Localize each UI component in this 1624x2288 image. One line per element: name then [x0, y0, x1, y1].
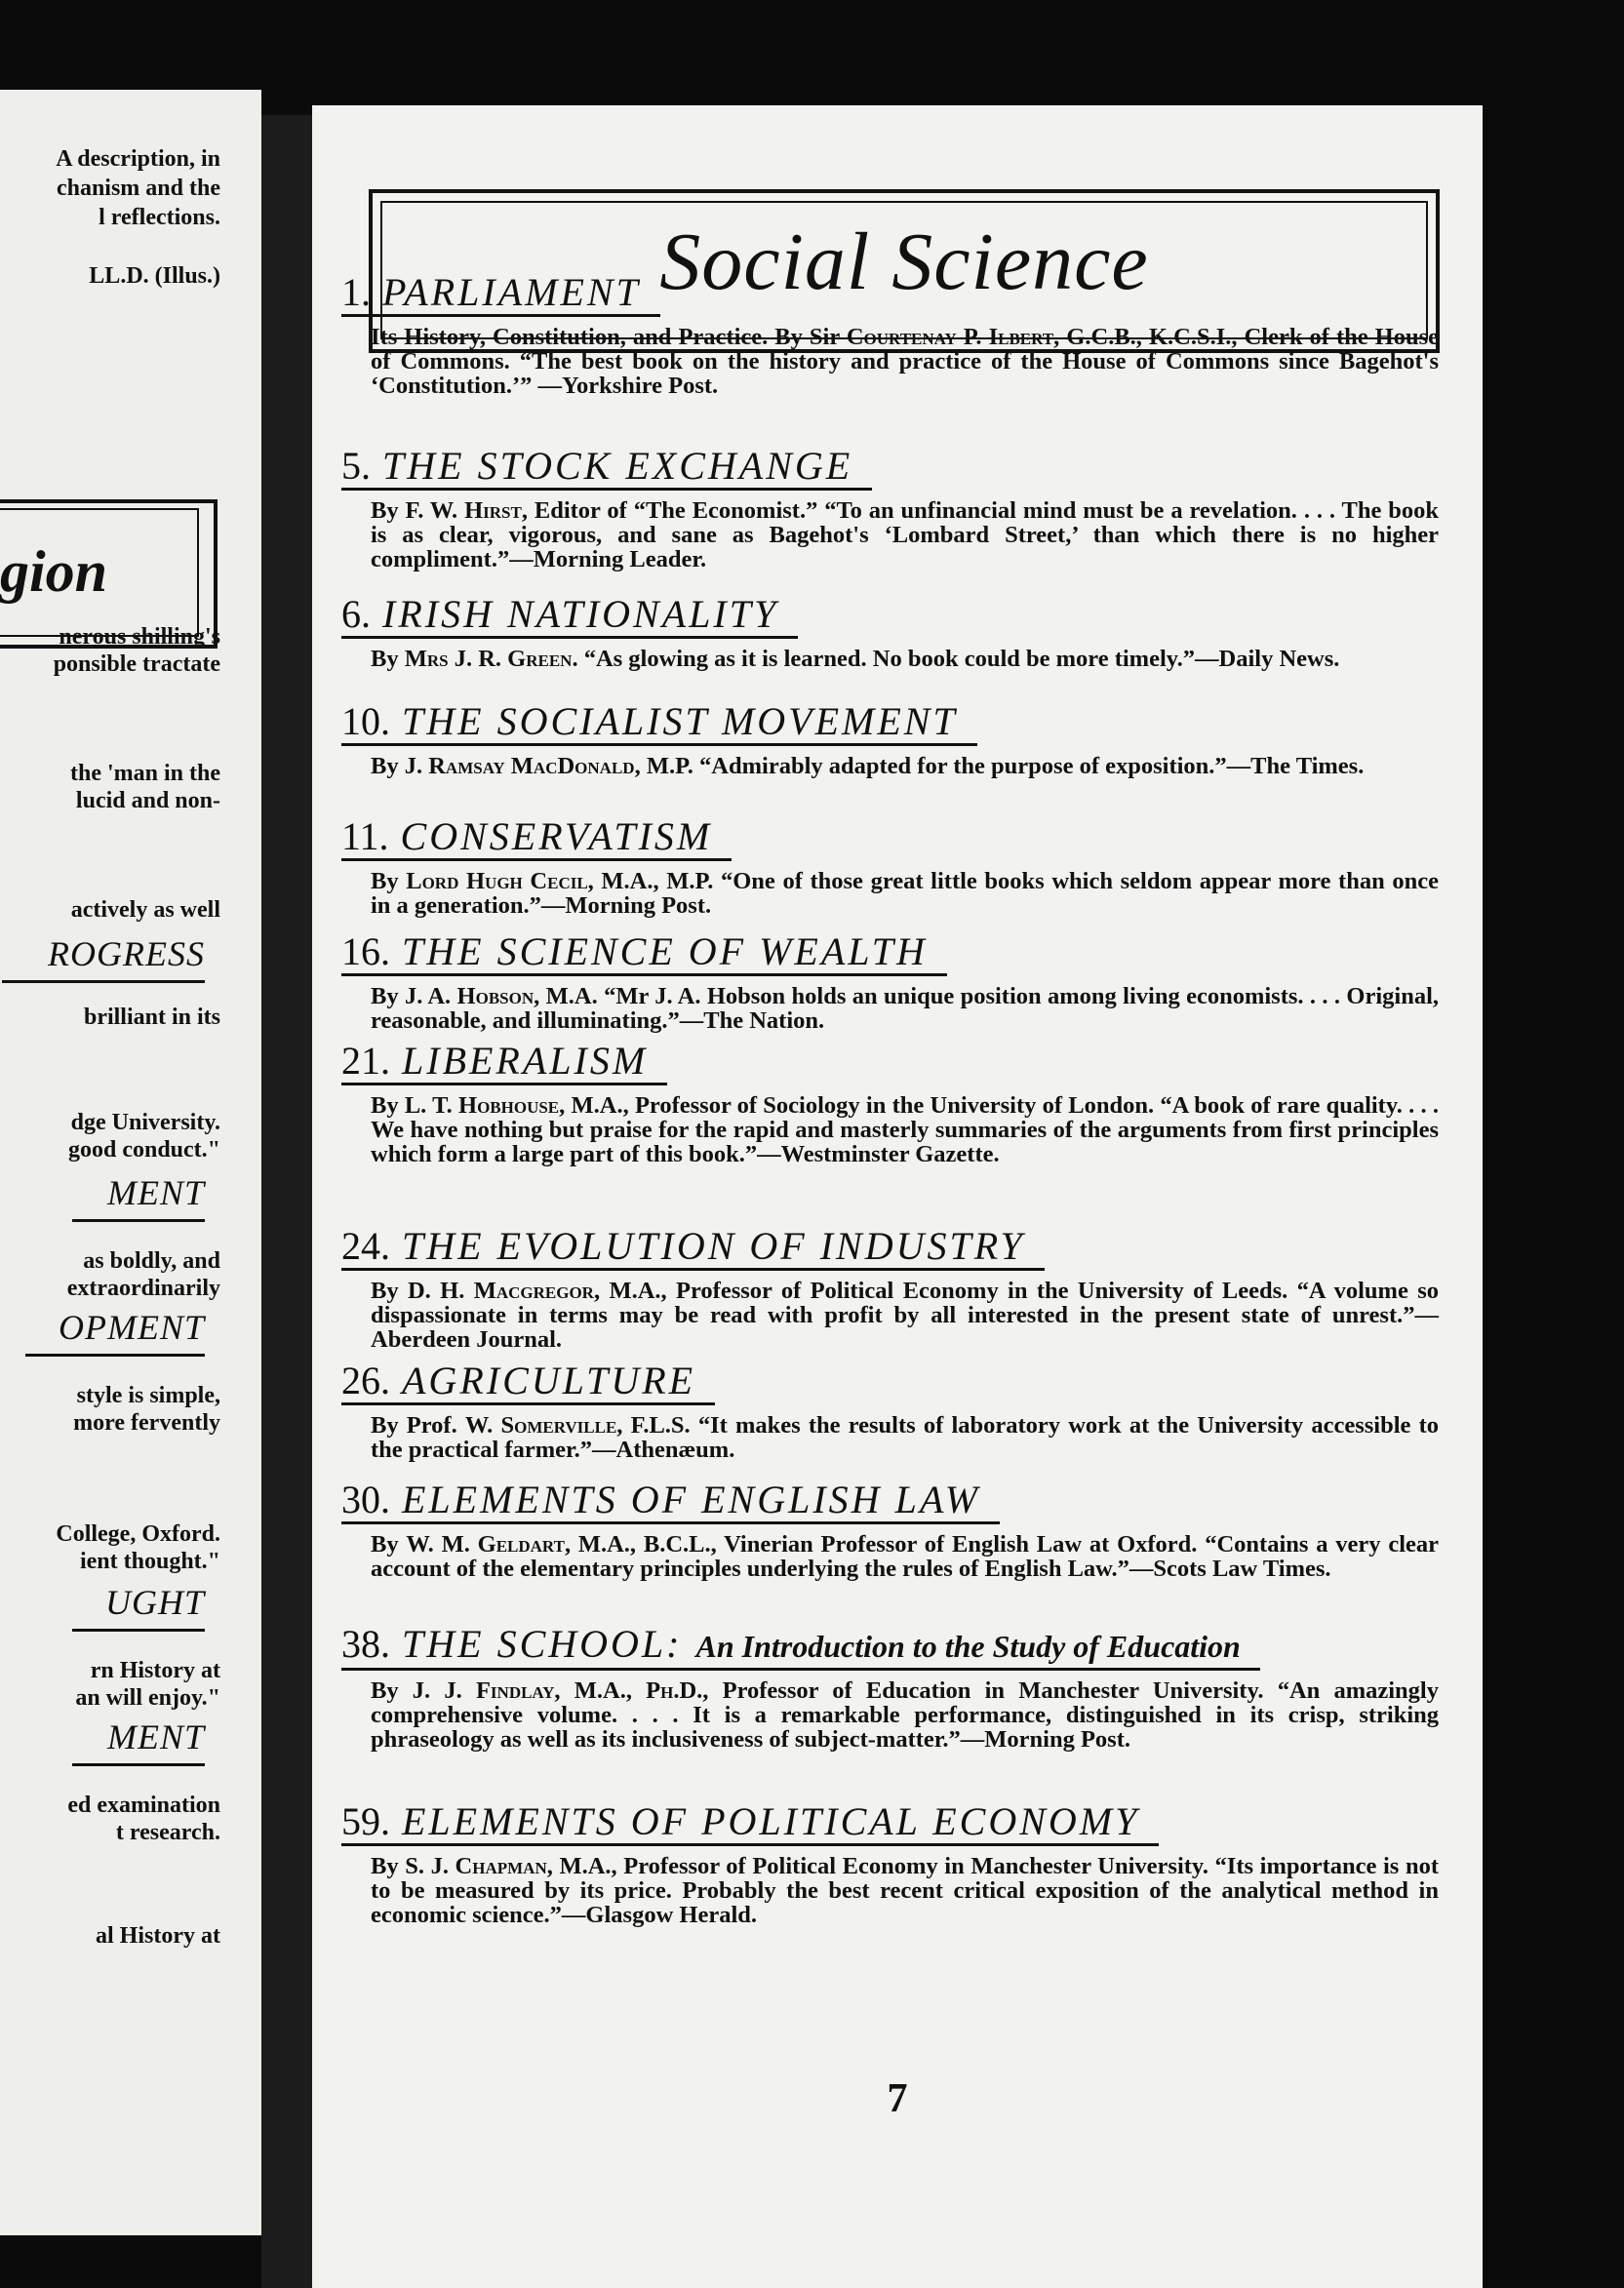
entry-review: “It makes the results of laboratory work at the University accessible to the practical farmer.”—Athenæum. [371, 1412, 1440, 1463]
left-page-text-line: ient thought." [79, 1549, 220, 1574]
entry-title: THE STOCK EXCHANGE [382, 444, 853, 488]
entry-lead: By [371, 1278, 408, 1304]
left-page-heading: OPMENT [59, 1308, 205, 1347]
entry-heading [341, 930, 947, 976]
entry-author: W. Somerville, F.L.S. [464, 1412, 691, 1439]
left-page-heading-rule [72, 1629, 205, 1632]
entry-title: LIBERALISM [402, 1039, 649, 1083]
entry-lead: By [371, 1531, 407, 1558]
entry-heading [341, 1800, 1159, 1846]
left-page-heading-rule [72, 1219, 205, 1222]
entry-description [371, 1532, 1439, 1581]
entry-heading [341, 445, 872, 491]
entry-author: S. J. Chapman, M.A. [405, 1853, 612, 1879]
left-page-heading-rule [72, 1763, 205, 1766]
left-page-text-line: College, Oxford. [56, 1521, 220, 1547]
entry-heading [341, 271, 660, 317]
entry-author: Lord Hugh Cecil, M.A., M.P. [406, 868, 714, 894]
right-page [312, 105, 1483, 2288]
entry-description [371, 1413, 1439, 1462]
entry-review: , Editor of “The Economist.” “To an unfinancial mind must be a revelation. . . . The book is as clear, vigorous, and sane as Bagehot's ‘Lombard Street,’ than which there is no higher compliment.”—Morning Leader. [371, 497, 1439, 572]
entry-title: CONSERVATISM [400, 814, 713, 858]
entry-lead: By [371, 868, 407, 894]
entry-heading [341, 1479, 1000, 1524]
left-page-text-line: ed examination [67, 1793, 220, 1818]
entry-lead: By [371, 753, 405, 779]
entry-lead: By [371, 646, 405, 672]
left-page-text-line: style is simple, [76, 1383, 220, 1408]
entry-review: . “As glowing as it is learned. No book could be more timely.”—Daily News. [572, 646, 1340, 672]
entry-heading [341, 1623, 1260, 1671]
left-page-text-line: chanism and the [56, 176, 220, 201]
left-page-text-line: extraordinarily [66, 1276, 220, 1301]
entry-author: J. A. Hobson, M.A. [404, 983, 598, 1009]
entry-lead: Its History, Constitution, and Practice. By Sir [371, 324, 847, 350]
entry-title: PARLIAMENT [382, 270, 641, 314]
entry-author: J. Ramsay MacDonald, M.P. [404, 753, 693, 779]
left-page-text-line: l reflections. [99, 205, 220, 230]
entry-review: “One of those great little books which seldom appear more than once in a generation.”—Morning Post. [371, 868, 1439, 919]
entry-author: D. H. Macgregor, M.A. [407, 1278, 661, 1304]
left-page-text-line: A description, in [56, 146, 220, 172]
entry-number: 10. [341, 699, 390, 743]
entry-lead: By [371, 983, 405, 1009]
left-page-heading: ROGRESS [48, 934, 205, 973]
entry-number: 59. [341, 1799, 390, 1843]
entry-review: , Professor of Political Economy in Manchester University. “Its importance is not to be measured by its price. Probably the best recent critical exposition of the analytical method in economic science.”—Glasgow Herald. [371, 1853, 1439, 1928]
book-entry [341, 1225, 1439, 1352]
entry-title: ELEMENTS OF POLITICAL ECONOMY [402, 1799, 1140, 1843]
entry-author: W. M. Geldart, M.A., B.C.L. [406, 1531, 711, 1558]
book-entry [341, 1360, 1439, 1462]
entry-heading [341, 1040, 667, 1085]
entry-title: ELEMENTS OF ENGLISH LAW [402, 1478, 981, 1521]
left-page-text-line: actively as well [70, 897, 220, 923]
entry-number: 38. [341, 1622, 390, 1666]
left-page-heading-rule [25, 1354, 205, 1357]
entry-number: 24. [341, 1224, 390, 1268]
left-page-text-line: nerous shilling's [59, 624, 220, 650]
left-page-text-line: brilliant in its [83, 1005, 220, 1030]
entry-description [371, 1854, 1439, 1927]
entry-subtitle: An Introduction to the Study of Education [695, 1629, 1241, 1664]
left-page-text-line: the 'man in the [69, 761, 220, 786]
book-entry [341, 1623, 1439, 1752]
entry-author: L. T. Hobhouse, M.A. [404, 1092, 623, 1119]
entry-number: 26. [341, 1359, 390, 1402]
book-entry [341, 593, 1439, 671]
entry-author: Mrs J. R. Green [404, 646, 573, 672]
entry-title: THE SOCIALIST MOVEMENT [402, 699, 958, 743]
entry-title: THE EVOLUTION OF INDUSTRY [402, 1224, 1025, 1268]
entry-description [371, 498, 1439, 572]
entry-title: AGRICULTURE [402, 1359, 696, 1402]
entry-author: F. W. Hirst [405, 497, 522, 524]
book-entry [341, 930, 1439, 1033]
left-page-heading-rule [2, 980, 205, 983]
entry-number: 11. [341, 814, 389, 858]
left-page-text-line: ponsible tractate [53, 651, 220, 677]
left-page-text-line: LL.D. (Illus.) [89, 263, 220, 289]
entry-lead: By [371, 1092, 405, 1119]
entry-review: , G.C.B., K.C.S.I., Clerk of the House of Commons. “The best book on the history and practice of the House of Commons since Bagehot's ‘Constitution.’” —Yorkshire Post. [371, 324, 1439, 399]
entry-number: 5. [341, 444, 371, 488]
entry-lead: By [371, 1853, 406, 1879]
entry-description [371, 754, 1439, 778]
entry-heading [341, 1225, 1045, 1271]
page-number: 7 [887, 2076, 908, 2121]
book-entry [341, 1479, 1439, 1581]
entry-heading [341, 815, 732, 861]
left-page-text-line: lucid and non- [75, 788, 220, 813]
entry-description [371, 647, 1439, 671]
left-page-text-line: good conduct." [67, 1137, 220, 1163]
entry-lead: By [371, 1677, 413, 1704]
left-page-heading: UGHT [104, 1583, 205, 1622]
left-page-text-line: as boldly, and [83, 1248, 220, 1274]
left-page-fragment [0, 90, 261, 2235]
left-page-heading: MENT [106, 1173, 205, 1212]
left-page-text-line: al History at [96, 1923, 220, 1949]
entry-description [371, 869, 1439, 918]
entry-heading [341, 1360, 715, 1405]
entry-review: , Professor of Sociology in the University of London. “A book of rare quality. . . . We have nothing but praise for the rapid and masterly summaries of the arguments from first principles which form a large part of this book.”—Westminster Gazette. [371, 1092, 1439, 1167]
book-entry [341, 445, 1439, 572]
left-page-heading: MENT [106, 1717, 205, 1756]
entry-description [371, 1093, 1439, 1166]
left-page-text-line: more fervently [73, 1410, 220, 1436]
entry-heading [341, 700, 977, 746]
entry-review: , Professor of Political Economy in the University of Leeds. “A volume so dispassionate in terms may be read with profit by all interested in the present state of unrest.”—Aberdeen Journal. [371, 1278, 1439, 1353]
entry-number: 21. [341, 1039, 390, 1083]
entry-number: 1. [341, 270, 371, 314]
entry-title: IRISH NATIONALITY [382, 592, 779, 636]
entry-heading [341, 593, 798, 639]
left-page-text-line: dge University. [70, 1110, 220, 1135]
page-title: Social Science [659, 217, 1149, 307]
book-entry [341, 1040, 1439, 1166]
entry-lead: By Prof. [371, 1412, 465, 1439]
entry-review: “Admirably adapted for the purpose of exposition.”—The Times. [693, 753, 1365, 779]
book-entry [341, 1800, 1439, 1927]
book-binding [261, 115, 312, 2288]
entry-description [371, 1279, 1439, 1352]
book-entry [341, 700, 1439, 778]
left-page-text-line: t research. [115, 1820, 220, 1845]
entry-number: 16. [341, 929, 390, 973]
entry-title: THE SCHOOL: [402, 1622, 683, 1666]
entry-lead: By [371, 497, 406, 524]
entry-title: THE SCIENCE OF WEALTH [402, 929, 928, 973]
book-entry [341, 271, 1439, 398]
entry-author: Courtenay P. Ilbert [846, 324, 1054, 350]
entry-description [371, 1678, 1439, 1752]
entry-review: , Professor of Education in Manchester University. “An amazingly comprehensive volume. . . . It is a remarkable performance, distinguished in its crisp, striking phraseology as well as its inclusiveness of subject-matter.”—Morning Post. [371, 1677, 1439, 1753]
entry-review: , Vinerian Professor of English Law at Oxford. “Contains a very clear account of the elementary principles underlying the rules of English Law.”—Scots Law Times. [371, 1531, 1440, 1582]
entry-number: 30. [341, 1478, 390, 1521]
left-page-text-line: rn History at [90, 1658, 220, 1683]
entry-description [371, 325, 1439, 398]
entry-description [371, 984, 1439, 1033]
left-page-text-line: an will enjoy." [75, 1685, 220, 1711]
entry-review: “Mr J. A. Hobson holds an unique position among living economists. . . . Original, reasonable, and illuminating.”—The Nation. [371, 983, 1440, 1034]
entry-author: J. J. Findlay, M.A., Ph.D. [412, 1677, 703, 1704]
book-entry [341, 815, 1439, 918]
left-page-boxed-word: gion [0, 539, 108, 604]
entry-number: 6. [341, 592, 371, 636]
